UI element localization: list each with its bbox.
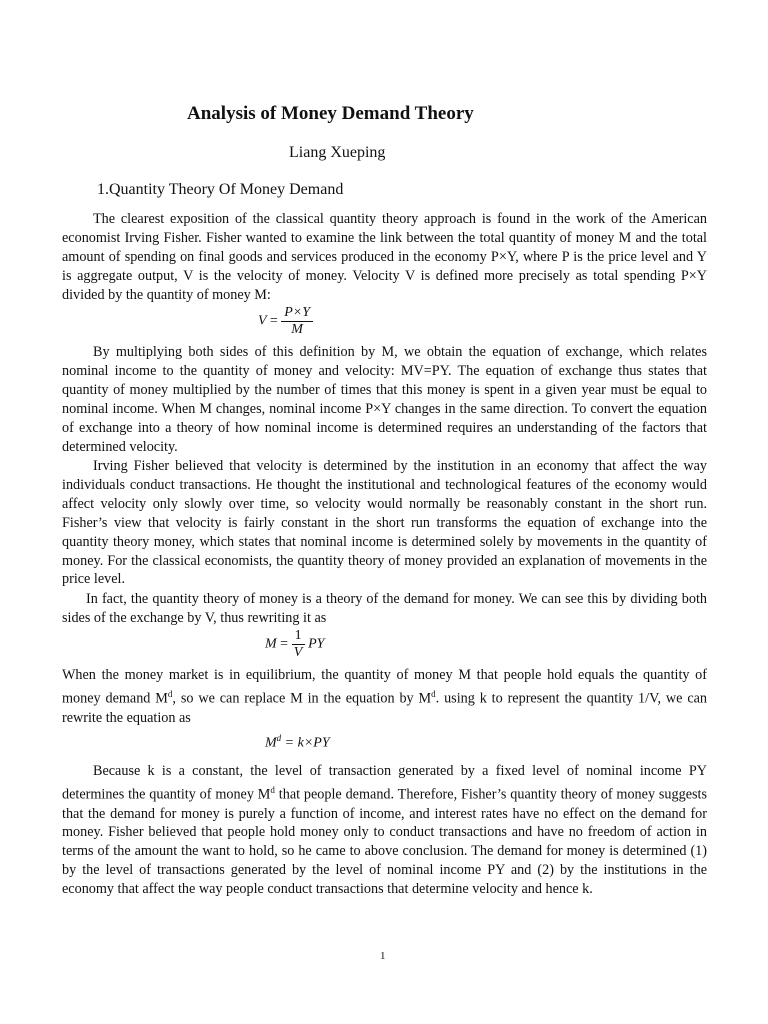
fraction-denominator: V bbox=[293, 645, 303, 660]
paragraph-5-part-1: When the money market is in equilibrium, the quantity of money M that people hold equals the quantity of money demand M bbox=[62, 667, 707, 707]
paragraph-5-part-2: , so we can replace M in the equation by M bbox=[172, 690, 432, 707]
equation-fraction bbox=[281, 305, 313, 338]
superscript-d: d bbox=[431, 688, 436, 699]
paragraph-6 bbox=[62, 762, 707, 899]
equation-equals: = bbox=[280, 636, 289, 652]
paragraph-6-part-2: that people demand. Therefore, Fisher’s quantity theory of money suggests that the demand for money is purely a function of income, and interest rates have no effect on the demand for money. Fisher believed that people hold money only to conduct transactions and have no freedom of action in terms of the amount the want to hold, so he came to above conclusion. The demand for money is determined (1) by the level of transactions generated by the level of nominal income PY and (2) by the institutions in the economy that affect the way people conduct transactions that determine velocity and hence k. bbox=[62, 786, 707, 898]
equation-fraction bbox=[292, 628, 305, 661]
equation-money bbox=[265, 628, 324, 661]
fraction-denominator: M bbox=[291, 322, 303, 337]
page-number: 1 bbox=[380, 950, 386, 962]
equation-lhs: V bbox=[258, 313, 267, 329]
paragraph-5-part-3: . using k to represent the quantity 1/V, we can rewrite the equation as bbox=[62, 690, 708, 726]
paragraph-2: By multiplying both sides of this definition by M, we obtain the equation of exchange, which relates nominal income to the quantity of money and velocity: MV=PY. The equation of exchange thus states that quantity of money multiplied by the number of times that this money is spent in a given year must be equal to nominal income. When M changes, nominal income P×Y changes in the same direction. To convert the equation of exchange into a theory of how nominal income is determined requires an understanding of the factors that determined velocity. bbox=[62, 344, 707, 455]
equation-rhs: PY bbox=[308, 636, 325, 652]
equation-lhs: M bbox=[265, 636, 277, 652]
equation-money-demand bbox=[265, 733, 330, 752]
paper-author: Liang Xueping bbox=[289, 144, 386, 161]
equation-rhs: = k×PY bbox=[284, 735, 330, 751]
paragraph-5 bbox=[62, 666, 707, 727]
section-heading: 1.Quantity Theory Of Money Demand bbox=[97, 181, 344, 198]
equation-equals: = bbox=[269, 313, 278, 329]
fraction-numerator: 1 bbox=[292, 628, 305, 645]
paragraph-3: Irving Fisher believed that velocity is determined by the institution in an economy that affect the way individuals conduct transactions. He thought the institutional and technological features of the economy would affect velocity only slowly over time, so velocity would normally be reasonably constant in the short run. Fisher’s view that velocity is fairly constant in the short run transforms the equation of exchange into the quantity theory money, which states that nominal income is determined solely by movements in the quantity of money. For the classical economists, the quantity theory of money provided an explanation of movements in the price level. bbox=[62, 458, 707, 588]
equation-velocity bbox=[258, 305, 313, 338]
equation-lhs: M bbox=[265, 735, 277, 751]
paper-title: Analysis of Money Demand Theory bbox=[187, 103, 474, 124]
paragraph-1: The clearest exposition of the classical quantity theory approach is found in the work of the American economist Irving Fisher. Fisher wanted to examine the link between the total quantity of money M and the total amount of spending on final goods and services produced in the economy P×Y, where P is the price level and Y is aggregate output, V is the velocity of money. Velocity V is defined more precisely as total spending P×Y divided by the quantity of money M: bbox=[62, 211, 707, 303]
superscript-d: d bbox=[167, 688, 173, 699]
equation-superscript: d bbox=[276, 733, 282, 743]
superscript-d: d bbox=[270, 784, 275, 795]
paragraph-4: In fact, the quantity theory of money is a theory of the demand for money. We can see this by dividing both sides of the exchange by V, thus rewriting it as bbox=[62, 591, 707, 626]
fraction-numerator: P×Y bbox=[281, 305, 313, 322]
paragraph-6-part-1: Because k is a constant, the level of transaction generated by a fixed level of nominal income PY determines the quantity of money M bbox=[62, 763, 707, 803]
